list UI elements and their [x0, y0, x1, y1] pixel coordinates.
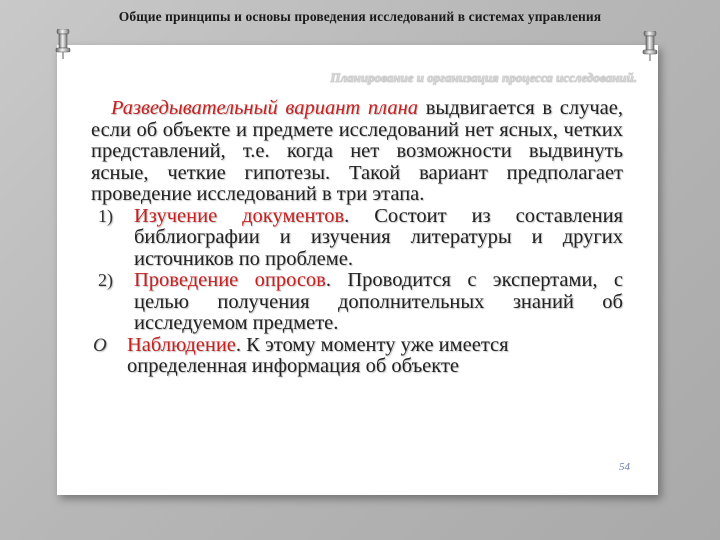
- list-item-text: . К этому моменту уже имеется определенная информация об объекте: [127, 333, 509, 377]
- list-item: [93, 333, 623, 378]
- pushpin-left-icon: [54, 29, 72, 59]
- list-item-text: . Состоит из составления библиографии и изучения литературы и других источников по проблеме.: [134, 204, 623, 270]
- list-marker: 1): [98, 205, 113, 226]
- slide-subtitle: Планирование и организация процесса исследований.: [330, 70, 637, 85]
- intro-paragraph: [91, 98, 623, 206]
- slide-content: [91, 98, 623, 378]
- list-item-highlight: Проведение опросов: [134, 269, 326, 291]
- list-marker: O: [93, 334, 107, 356]
- list-item: [98, 269, 623, 335]
- intro-text: выдвигается в случае, если об объекте и предмете исследований нет ясных, четких представлений, т.е. когда нет возможности выдвинуть ясные, четкие гипотезы. Такой вариант предполагает проведение исследований в три этапа.: [91, 97, 623, 205]
- list-item-highlight: Изучение документов: [134, 204, 345, 227]
- intro-lead: Разведывательный вариант плана: [111, 97, 419, 119]
- slide-header-title: Общие принципы и основы проведения исследований в системах управления: [118, 9, 602, 24]
- slide-card: [57, 45, 658, 495]
- page-number: 54: [619, 461, 630, 473]
- list-item-highlight: Наблюдение: [127, 333, 236, 356]
- list-marker: 2): [98, 270, 113, 290]
- list-item: [98, 204, 623, 271]
- pushpin-right-icon: [641, 31, 659, 61]
- list-item-text: . Проводится с экспертами, с целью получения дополнительных знаний об исследуемом предмете.: [134, 269, 623, 334]
